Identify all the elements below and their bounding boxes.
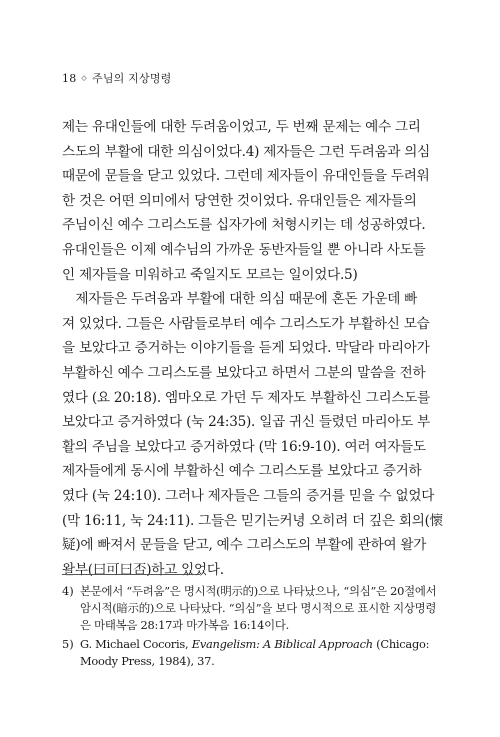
body-line: 유대인들은 이제 예수님의 가까운 동반자들일 뿐 아니라 사도들 <box>62 241 426 258</box>
body-line: 스도의 부활에 대한 의심이었다.4) 제자들은 그런 두려움과 의심 <box>62 143 431 160</box>
body-line: 제자들은 두려움과 부활에 대한 의심 때문에 혼돈 가운데 빠 <box>62 291 418 308</box>
body-line: 왈부(曰可曰否)하고 있었다. <box>62 561 224 578</box>
footnote-divider <box>62 574 200 575</box>
citation-author: G. Michael Cocoris, <box>80 637 192 651</box>
body-line: 한 것은 어떤 의미에서 당연한 것이었다. 유대인들은 제자들의 <box>62 192 417 209</box>
running-header <box>62 70 171 86</box>
body-line: (막 16:11, 눅 24:11). 그들은 믿기는커녕 오히려 더 깊은 회의(懷 <box>62 512 444 529</box>
footnote-line: Moody Press, 1984), 37. <box>80 654 215 668</box>
body-line: 주님이신 예수 그리스도를 십자가에 처형시키는 데 성공하였다. <box>62 217 426 234</box>
footnote-line: 암시적(暗示的)으로 나타났다. “의심”을 보다 명시적으로 표시한 지상명령 <box>80 601 437 615</box>
body-text <box>62 115 450 582</box>
body-line: 활의 주님을 보았다고 증거하였다 (막 16:9-10). 여러 여자들도 <box>62 438 426 455</box>
footnote-line <box>80 636 450 653</box>
footnote-line: 은 마태복음 28:17과 마가복음 16:14이다. <box>80 618 290 632</box>
body-line: 제는 유대인들에 대한 두려움이었고, 두 번째 문제는 예수 그리 <box>62 119 421 135</box>
citation-publisher-start: (Chicago: <box>372 637 430 651</box>
footnotes <box>62 574 450 672</box>
body-line: 였다 (요 20:18). 엠마오로 가던 두 제자도 부활하신 그리스도를 <box>62 389 431 406</box>
body-line: 져 있었다. 그들은 사람들로부터 예수 그리스도가 부활하신 모습 <box>62 315 430 332</box>
footnote-5 <box>62 636 450 670</box>
body-line: 때문에 문들을 닫고 있었다. 그런데 제자들이 유대인들을 두려워 <box>62 168 430 185</box>
footnote-number: 4) <box>62 584 74 598</box>
page-number: 18 <box>62 71 77 85</box>
footnote-line: 본문에서 “두려움”은 명시적(明示的)으로 나타났으나, “의심”은 20절에서 <box>80 584 437 598</box>
body-line: 제자들에게 동시에 부활하신 예수 그리스도를 보았다고 증거하 <box>62 463 422 480</box>
body-line: 을 보았다고 증거하는 이야기들을 듣게 되었다. 막달라 마리아가 <box>62 340 430 357</box>
citation-book-title: Evangelism: A Biblical Approach <box>191 637 373 651</box>
footnote-4 <box>62 583 450 634</box>
footnote-number: 5) <box>62 637 74 651</box>
diamond-icon: ◇ <box>81 74 87 82</box>
book-title: 주님의 지상명령 <box>92 72 172 85</box>
body-line: 였다 (눅 24:10). 그러나 제자들은 그들의 증거를 믿을 수 없었다 <box>62 487 435 504</box>
body-line: 인 제자들을 미워하고 죽일지도 모르는 일이었다.5) <box>62 266 358 283</box>
body-line: 부활하신 예수 그리스도를 보았다고 하면서 그분의 말씀을 전하 <box>62 364 426 381</box>
body-line: 疑)에 빠져서 문들을 닫고, 예수 그리스도의 부활에 관하여 왈가 <box>62 537 427 554</box>
body-line: 보았다고 증거하였다 (눅 24:35). 일곱 귀신 들렸던 마리아도 부 <box>62 414 431 431</box>
